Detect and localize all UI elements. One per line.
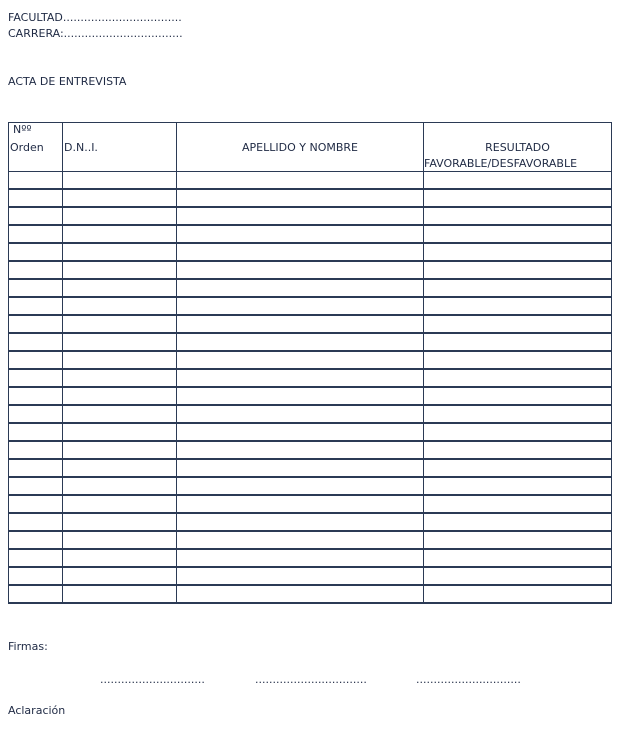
orden-cell bbox=[9, 370, 63, 388]
dni-cell bbox=[63, 370, 177, 388]
table-row bbox=[9, 532, 612, 550]
dni-cell bbox=[63, 550, 177, 568]
table-row bbox=[9, 172, 612, 190]
resultado-cell bbox=[424, 244, 612, 262]
orden-cell bbox=[9, 460, 63, 478]
dni-cell bbox=[63, 514, 177, 532]
resultado-cell bbox=[424, 532, 612, 550]
nombre-cell bbox=[177, 496, 424, 514]
nombre-cell bbox=[177, 424, 424, 442]
facultad-field: FACULTAD.................................. bbox=[8, 11, 182, 24]
nombre-cell bbox=[177, 190, 424, 208]
resultado-cell bbox=[424, 208, 612, 226]
resultado-cell bbox=[424, 550, 612, 568]
resultado-cell bbox=[424, 172, 612, 190]
orden-cell bbox=[9, 226, 63, 244]
orden-cell bbox=[9, 172, 63, 190]
table-row bbox=[9, 424, 612, 442]
table-row bbox=[9, 352, 612, 370]
resultado-cell bbox=[424, 262, 612, 280]
resultado-cell bbox=[424, 514, 612, 532]
dni-cell bbox=[63, 208, 177, 226]
resultado-cell bbox=[424, 316, 612, 334]
resultado-cell bbox=[424, 298, 612, 316]
resultado-cell bbox=[424, 406, 612, 424]
orden-cell bbox=[9, 406, 63, 424]
header-resultado-label: RESULTADO bbox=[485, 141, 550, 154]
table-row bbox=[9, 586, 612, 604]
aclaracion-label: Aclaración bbox=[8, 704, 66, 717]
header-orden bbox=[9, 123, 63, 172]
dni-cell bbox=[63, 280, 177, 298]
orden-cell bbox=[9, 334, 63, 352]
resultado-cell bbox=[424, 460, 612, 478]
table-row bbox=[9, 406, 612, 424]
header-dni bbox=[63, 123, 177, 172]
nombre-cell bbox=[177, 298, 424, 316]
orden-cell bbox=[9, 280, 63, 298]
table-row bbox=[9, 442, 612, 460]
dni-cell bbox=[63, 352, 177, 370]
orden-cell bbox=[9, 568, 63, 586]
nombre-cell bbox=[177, 406, 424, 424]
orden-cell bbox=[9, 478, 63, 496]
nombre-cell bbox=[177, 226, 424, 244]
resultado-cell bbox=[424, 352, 612, 370]
resultado-cell bbox=[424, 190, 612, 208]
resultado-cell bbox=[424, 478, 612, 496]
table-row bbox=[9, 478, 612, 496]
resultado-cell bbox=[424, 568, 612, 586]
header-nombre-label: APELLIDO Y NOMBRE bbox=[242, 141, 358, 154]
dni-cell bbox=[63, 226, 177, 244]
dni-cell bbox=[63, 262, 177, 280]
dni-cell bbox=[63, 388, 177, 406]
header-resultado bbox=[424, 123, 612, 172]
table-row bbox=[9, 370, 612, 388]
nombre-cell bbox=[177, 460, 424, 478]
orden-cell bbox=[9, 262, 63, 280]
orden-cell bbox=[9, 298, 63, 316]
signature-line-3: .............................. bbox=[416, 673, 521, 686]
orden-cell bbox=[9, 496, 63, 514]
table-row bbox=[9, 388, 612, 406]
resultado-cell bbox=[424, 334, 612, 352]
resultado-cell bbox=[424, 388, 612, 406]
orden-cell bbox=[9, 532, 63, 550]
orden-cell bbox=[9, 550, 63, 568]
orden-cell bbox=[9, 244, 63, 262]
firmas-label: Firmas: bbox=[8, 640, 48, 653]
table-row bbox=[9, 496, 612, 514]
nombre-cell bbox=[177, 352, 424, 370]
dni-cell bbox=[63, 406, 177, 424]
dni-cell bbox=[63, 190, 177, 208]
table-row bbox=[9, 226, 612, 244]
nombre-cell bbox=[177, 532, 424, 550]
nombre-cell bbox=[177, 388, 424, 406]
table-row bbox=[9, 460, 612, 478]
nombre-cell bbox=[177, 586, 424, 604]
dni-cell bbox=[63, 424, 177, 442]
dni-cell bbox=[63, 244, 177, 262]
nombre-cell bbox=[177, 550, 424, 568]
carrera-field: CARRERA:.................................. bbox=[8, 27, 183, 40]
signature-line-1: .............................. bbox=[100, 673, 205, 686]
table-row bbox=[9, 208, 612, 226]
nombre-cell bbox=[177, 280, 424, 298]
orden-cell bbox=[9, 442, 63, 460]
dni-cell bbox=[63, 316, 177, 334]
table-row bbox=[9, 190, 612, 208]
dni-cell bbox=[63, 298, 177, 316]
orden-cell bbox=[9, 208, 63, 226]
dni-cell bbox=[63, 586, 177, 604]
resultado-cell bbox=[424, 496, 612, 514]
table-header-row bbox=[9, 123, 612, 172]
nombre-cell bbox=[177, 478, 424, 496]
resultado-cell bbox=[424, 280, 612, 298]
nombre-cell bbox=[177, 172, 424, 190]
nombre-cell bbox=[177, 262, 424, 280]
header-resultado-options: FAVORABLE/DESFAVORABLE bbox=[424, 157, 578, 170]
nombre-cell bbox=[177, 568, 424, 586]
dni-cell bbox=[63, 532, 177, 550]
nombre-cell bbox=[177, 208, 424, 226]
header-dni-label: D.N..I. bbox=[64, 141, 98, 154]
orden-cell bbox=[9, 388, 63, 406]
orden-cell bbox=[9, 514, 63, 532]
orden-cell bbox=[9, 424, 63, 442]
table-body bbox=[9, 172, 612, 604]
orden-cell bbox=[9, 316, 63, 334]
orden-cell bbox=[9, 352, 63, 370]
orden-cell bbox=[9, 190, 63, 208]
table-row bbox=[9, 550, 612, 568]
resultado-cell bbox=[424, 370, 612, 388]
table-row bbox=[9, 298, 612, 316]
dni-cell bbox=[63, 334, 177, 352]
nombre-cell bbox=[177, 316, 424, 334]
dni-cell bbox=[63, 496, 177, 514]
nombre-cell bbox=[177, 244, 424, 262]
nombre-cell bbox=[177, 334, 424, 352]
document-title: ACTA DE ENTREVISTA bbox=[8, 75, 127, 88]
dni-cell bbox=[63, 460, 177, 478]
nombre-cell bbox=[177, 442, 424, 460]
header-nombre bbox=[177, 123, 424, 172]
dni-cell bbox=[63, 172, 177, 190]
orden-cell bbox=[9, 586, 63, 604]
table-row bbox=[9, 334, 612, 352]
interview-table bbox=[8, 122, 612, 604]
table-row bbox=[9, 514, 612, 532]
header-orden-number-label: Nºº bbox=[13, 123, 32, 136]
table-row bbox=[9, 262, 612, 280]
header-orden-label: Orden bbox=[10, 141, 44, 154]
nombre-cell bbox=[177, 514, 424, 532]
signature-line-2: ................................ bbox=[255, 673, 367, 686]
dni-cell bbox=[63, 442, 177, 460]
dni-cell bbox=[63, 478, 177, 496]
resultado-cell bbox=[424, 424, 612, 442]
resultado-cell bbox=[424, 442, 612, 460]
table-row bbox=[9, 244, 612, 262]
dni-cell bbox=[63, 568, 177, 586]
table-row bbox=[9, 280, 612, 298]
resultado-cell bbox=[424, 226, 612, 244]
table-row bbox=[9, 568, 612, 586]
nombre-cell bbox=[177, 370, 424, 388]
table-row bbox=[9, 316, 612, 334]
resultado-cell bbox=[424, 586, 612, 604]
